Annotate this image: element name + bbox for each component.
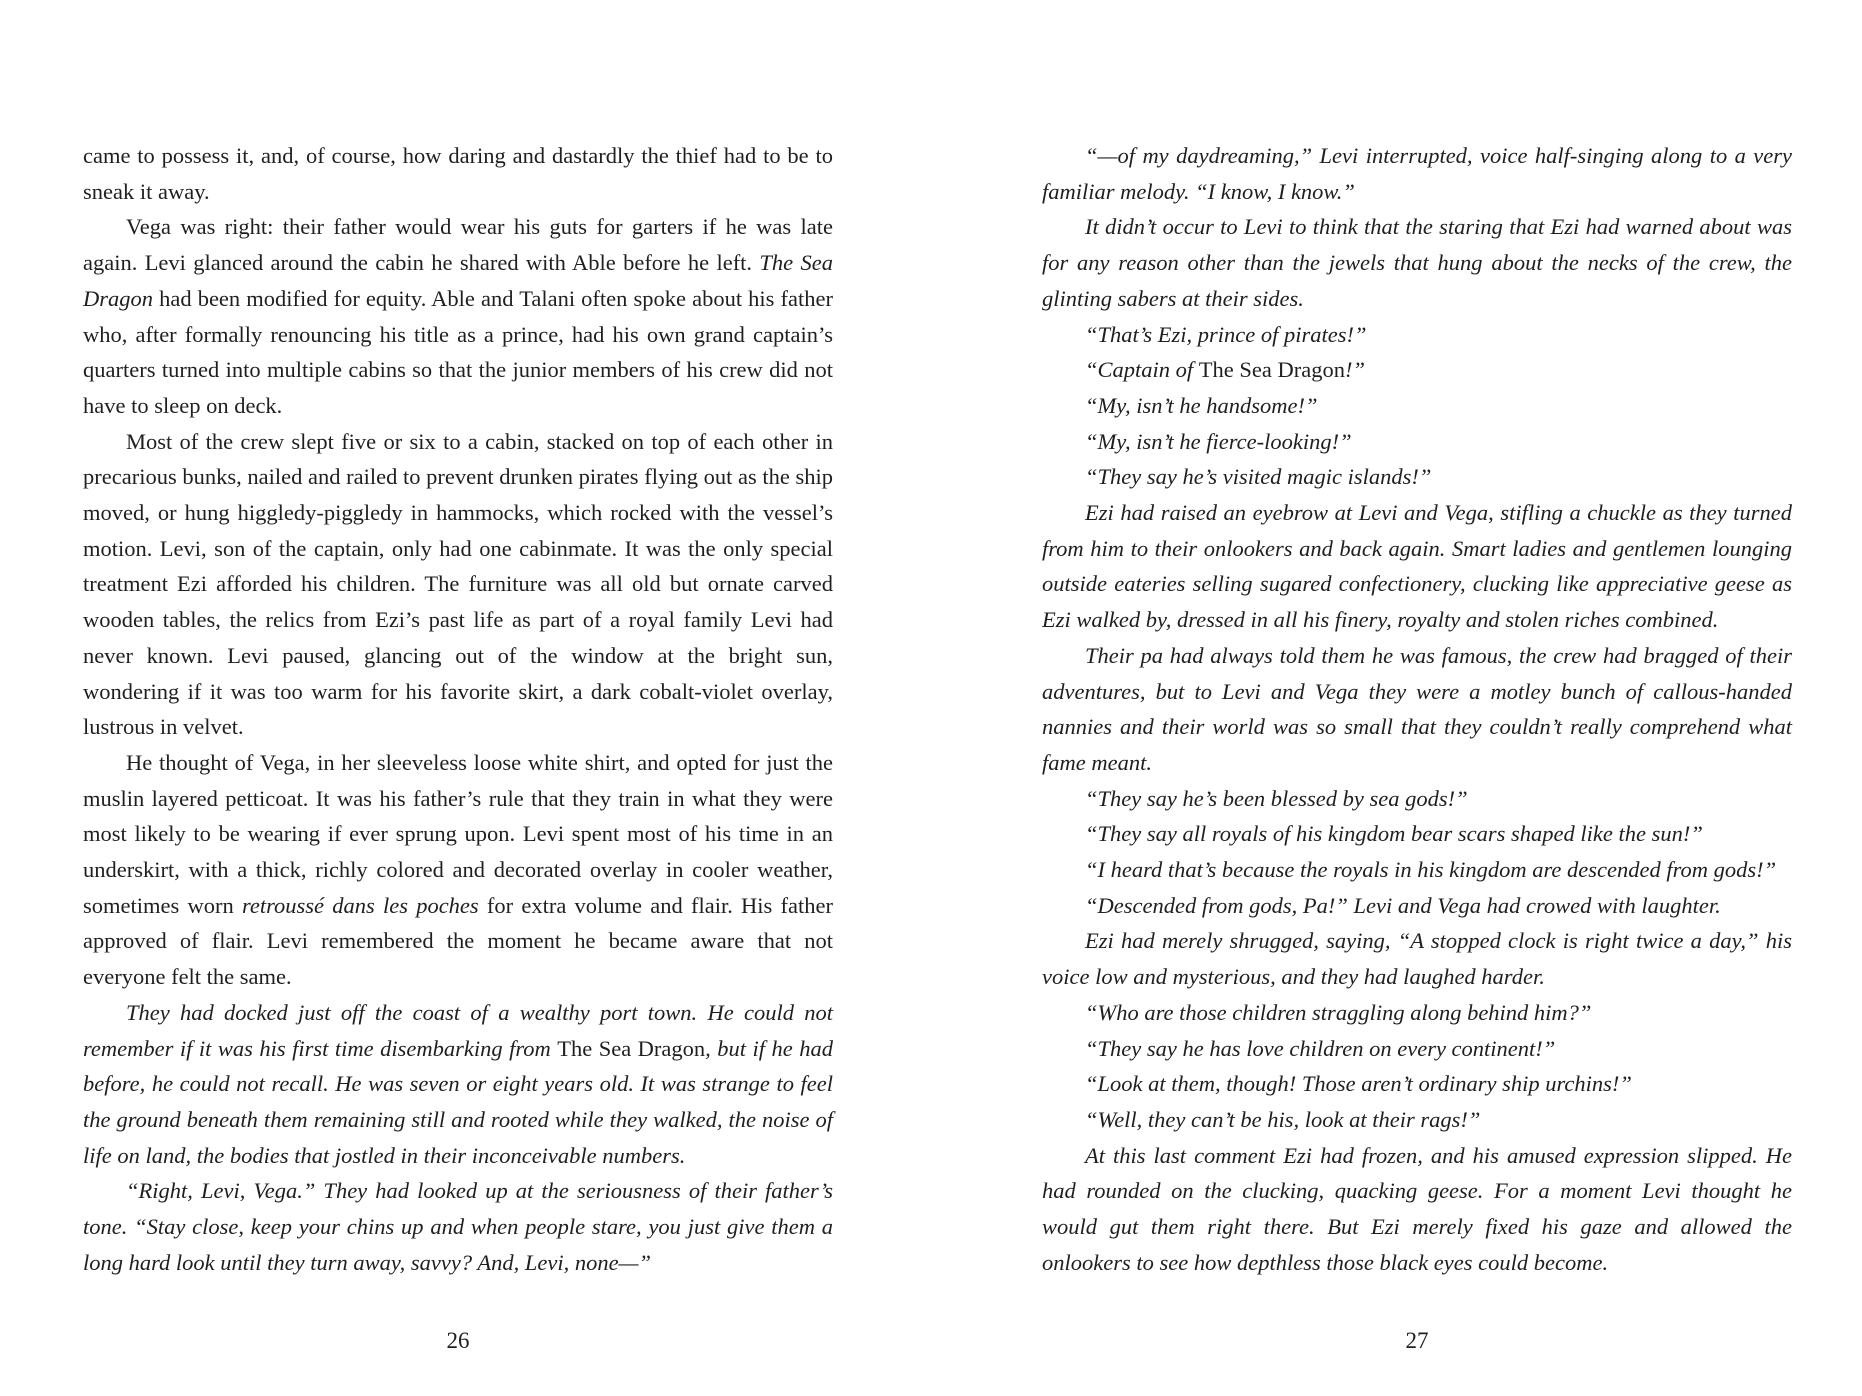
text-run: Vega was right: their father would wear his guts for garters if he was late again. Levi glanced around the cabin he shared with Able before he left.: [83, 214, 833, 276]
text-run: “They say he’s visited magic islands!”: [1085, 464, 1432, 490]
paragraph: [83, 424, 833, 745]
dialogue-line: [1042, 317, 1792, 353]
dialogue-line: [1042, 1031, 1792, 1067]
text-run: “I heard that’s because the royals in his kingdom are descended from gods!”: [1085, 857, 1777, 883]
dialogue-line: [1042, 352, 1792, 388]
flashback-paragraph: [1042, 923, 1792, 994]
flashback-paragraph: [83, 1173, 833, 1280]
flashback-paragraph: [1042, 138, 1792, 209]
text-run: “Descended from gods, Pa!” Levi and Vega had crowed with laughter.: [1085, 892, 1721, 918]
text-run: At this last comment Ezi had frozen, and his amused expression slipped. He had rounded on the clucking, quacking geese. For a moment Levi thought he would gut them right there. But Ezi merely fixed his gaze and allowed the onlookers to see how depthless those black eyes could become.: [1042, 1142, 1792, 1275]
text-run: It didn’t occur to Levi to think that the staring that Ezi had warned about was for any reason other than the jewels that hung about the necks of the crew, the glinting sabers at their sides.: [1042, 214, 1792, 311]
text-run: came to possess it, and, of course, how daring and dastardly the thief had to be to sneak it away.: [83, 143, 833, 204]
ship-name: The Sea Dragon: [557, 1035, 706, 1061]
dialogue-line: [1042, 816, 1792, 852]
page-number-left: 26: [446, 1328, 470, 1353]
paragraph: [83, 745, 833, 995]
page-number-right: 27: [1405, 1328, 1429, 1353]
text-run: , but if he had before, he could not recall. He was seven or eight years old. It was strange to feel the ground beneath them remaining still and rooted while they walked, the noise of life on land, the bodies that jostled in their inconceivable numbers.: [83, 1035, 833, 1168]
dialogue-line: [1042, 888, 1792, 924]
text-run: He thought of Vega, in her sleeveless loose white shirt, and opted for just the muslin layered petticoat. It was his father’s rule that they train in what they were most likely to be wearing if ever sprung upon. Levi spent most of his time in an underskirt, with a thick, richly colored and decorated overlay in cooler weather, sometimes worn: [83, 749, 833, 918]
text-run: “Look at them, though! Those aren’t ordinary ship urchins!”: [1085, 1071, 1632, 1097]
flashback-paragraph: [1042, 1138, 1792, 1281]
dialogue-line: [1042, 781, 1792, 817]
paragraph: [83, 209, 833, 423]
flashback-paragraph: [1042, 495, 1792, 638]
text-run: “Who are those children straggling along behind him?”: [1085, 999, 1592, 1025]
text-run: “Captain of: [1085, 357, 1199, 383]
text-run: Ezi had raised an eyebrow at Levi and Vega, stifling a chuckle as they turned from him to their onlookers and back again. Smart ladies and gentlemen lounging outside eateries selling sugared confectionery, clucking like appreciative geese as Ezi walked by, dressed in all his finery, royalty and stolen riches combined.: [1042, 500, 1792, 633]
flashback-paragraph: [1042, 638, 1792, 781]
text-run: “That’s Ezi, prince of pirates!”: [1085, 321, 1367, 347]
text-run: Their pa had always told them he was famous, the crew had bragged of their adventures, but to Levi and Vega they were a motley bunch of callous-handed nannies and their world was so small that they couldn’t really comprehend what fame meant.: [1042, 642, 1792, 775]
dialogue-line: [1042, 459, 1792, 495]
paragraph: [83, 138, 833, 209]
dialogue-line: [1042, 388, 1792, 424]
text-run: Most of the crew slept five or six to a cabin, stacked on top of each other in precarious bunks, nailed and railed to prevent drunken pirates flying out as the ship moved, or hung higgledy-piggledy in hammocks, which rocked with the vessel’s motion. Levi, son of the captain, only had one cabinmate. It was the only special treatment Ezi afforded his children. The furniture was all old but ornate carved wooden tables, the relics from Ezi’s past life as part of a royal family Levi had never known. Levi paused, glancing out of the window at the bright sun, wondering if it was too warm for his favorite skirt, a dark cobalt-violet overlay, lustrous in velvet.: [83, 428, 833, 740]
text-run: “Right, Levi, Vega.” They had looked up at the seriousness of their father’s tone. “Stay close, keep your chins up and when people stare, you just give them a long hard look until they turn away, savvy? And, Levi, none—”: [83, 1178, 833, 1275]
text-run: “My, isn’t he handsome!”: [1085, 392, 1318, 418]
flashback-paragraph: [83, 995, 833, 1174]
text-run: “They say he has love children on every continent!”: [1085, 1035, 1556, 1061]
dialogue-line: [1042, 1066, 1792, 1102]
ship-name: The Sea Dragon: [83, 250, 833, 311]
text-run: They had docked just off the coast of a wealthy port town. He could not remember if it was his first time disembarking from: [83, 999, 833, 1061]
french-phrase: retroussé dans les poches: [241, 892, 479, 918]
dialogue-line: [1042, 1102, 1792, 1138]
text-run: Ezi had merely shrugged, saying, “A stopped clock is right twice a day,” his voice low and mysterious, and they had laughed harder.: [1042, 928, 1792, 990]
flashback-paragraph: [1042, 209, 1792, 316]
left-page-text: [83, 138, 833, 1281]
dialogue-line: [1042, 424, 1792, 460]
text-run: for extra volume and flair. His father approved of flair. Levi remembered the moment he became aware that not everyone felt the same.: [83, 892, 833, 990]
right-page-text: [1042, 138, 1792, 1281]
dialogue-line: [1042, 852, 1792, 888]
text-run: “They say all royals of his kingdom bear scars shaped like the sun!”: [1085, 821, 1703, 847]
text-run: “My, isn’t he fierce-looking!”: [1085, 428, 1352, 454]
text-run: !”: [1344, 357, 1365, 383]
text-run: “Well, they can’t be his, look at their rags!”: [1085, 1106, 1481, 1132]
text-run: had been modified for equity. Able and Talani often spoke about his father who, after formally renouncing his title as a prince, had his own grand captain’s quarters turned into multiple cabins so that the junior members of his crew did not have to sleep on deck.: [83, 285, 833, 418]
dialogue-line: [1042, 995, 1792, 1031]
text-run: “—of my daydreaming,” Levi interrupted, voice half-singing along to a very familiar melody. “I know, I know.”: [1042, 143, 1792, 204]
ship-name: The Sea Dragon: [1198, 357, 1345, 383]
text-run: “They say he’s been blessed by sea gods!”: [1085, 785, 1468, 811]
